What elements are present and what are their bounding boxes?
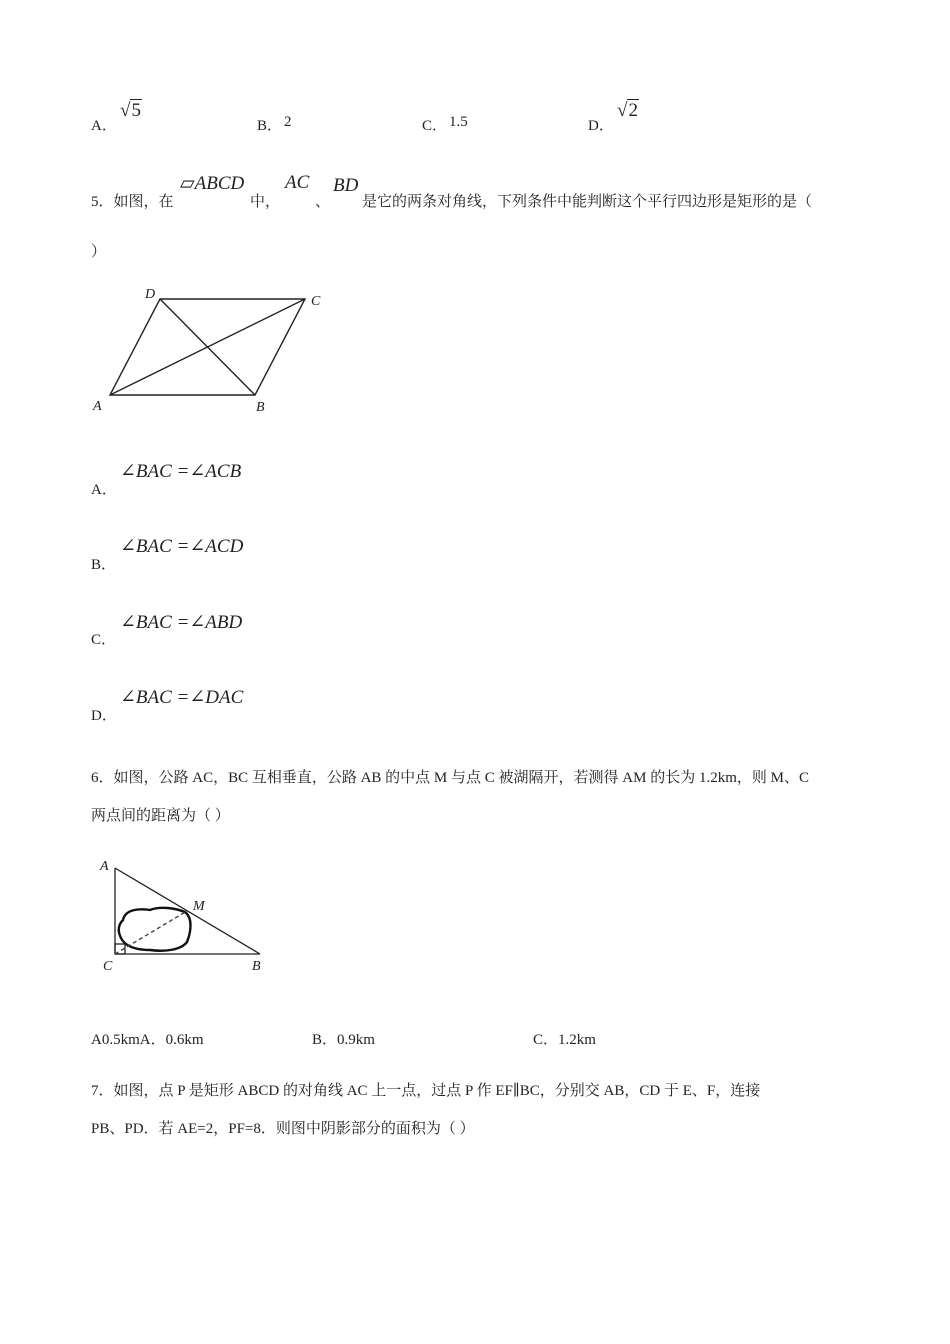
q5-option-b-formula: ∠BAC =∠ACD — [120, 536, 244, 557]
q5-option-a-formula: ∠BAC =∠ACB — [120, 461, 242, 482]
q5-option-d-label: D． — [91, 708, 117, 724]
q7-line-2: PB、PD．若 AE=2，PF=8．则图中阴影部分的面积为（ ） — [91, 1121, 475, 1137]
q5-separator: 、 — [315, 194, 331, 210]
figure-label-d: D — [145, 287, 156, 302]
q4-option-a-label: A． — [91, 118, 117, 134]
q5-option-a-label: A． — [91, 482, 117, 498]
q6-option-b: B．0.9km — [312, 1032, 375, 1048]
q5-parallelogram: ▱ABCD — [180, 173, 245, 194]
figure-label-a: A — [100, 859, 109, 874]
q5-option-b-label: B． — [91, 557, 117, 573]
q7-line-1: 7．如图，点 P 是矩形 ABCD 的对角线 AC 上一点，过点 P 作 EF∥BC，分别交 AB，CD 于 E、F，连接 — [91, 1083, 761, 1099]
q6-line-1: 6．如图，公路 AC，BC 互相垂直，公路 AB 的中点 M 与点 C 被湖隔开，若测得 AM 的长为 1.2km，则 M、C — [91, 770, 809, 786]
q4-option-d-value: √2 — [617, 100, 638, 121]
q5-lead: 5．如图，在 — [91, 194, 174, 210]
q5-ac: AC — [285, 172, 310, 193]
q6-triangle-figure — [95, 850, 275, 980]
q5-parallelogram-figure — [85, 280, 335, 420]
q5-rest: 是它的两条对角线，下列条件中能判断这个平行四边形是矩形的是（ — [362, 194, 813, 210]
diagonal-bd — [160, 299, 255, 395]
q4-option-d-label: D． — [588, 118, 614, 134]
figure-label-c: C — [311, 294, 321, 309]
figure-label-m: M — [193, 899, 205, 914]
q6-option-c: C．1.2km — [533, 1032, 596, 1048]
q5-bd: BD — [333, 175, 359, 196]
q5-option-d-formula: ∠BAC =∠DAC — [120, 687, 244, 708]
q4-option-a-value: √5 — [120, 100, 141, 121]
q5-mid: 中， — [250, 194, 281, 210]
q4-option-c-value: 1.5 — [449, 114, 468, 130]
q4-option-c-label: C． — [422, 118, 448, 134]
q5-option-c-formula: ∠BAC =∠ABD — [120, 612, 243, 633]
q5-close: ） — [91, 244, 107, 260]
figure-label-a: A — [93, 399, 102, 414]
q4-option-b-value: 2 — [284, 114, 292, 130]
q6-option-a: A0.5kmA．0.6km — [91, 1032, 204, 1048]
q6-line-2: 两点间的距离为（ ） — [91, 808, 230, 824]
figure-label-c: C — [103, 959, 113, 974]
q5-option-c-label: C． — [91, 632, 117, 648]
figure-label-b: B — [256, 400, 265, 415]
figure-label-b: B — [252, 959, 261, 974]
q4-option-b-label: B． — [257, 118, 283, 134]
lake-shape — [119, 908, 191, 951]
